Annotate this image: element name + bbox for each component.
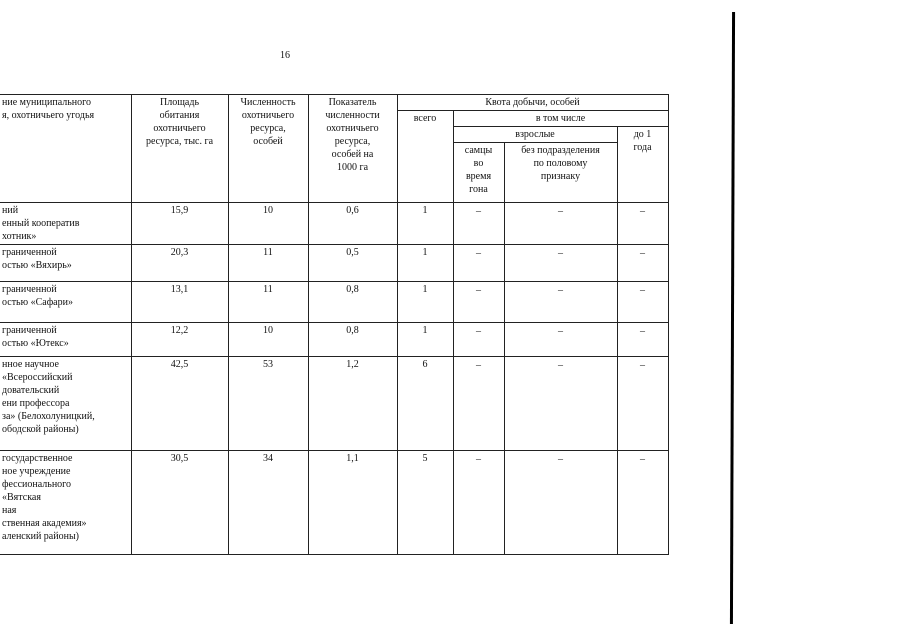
cell-count: 10 xyxy=(228,203,308,245)
text-line: ние муниципального xyxy=(2,97,92,108)
header-count xyxy=(228,95,308,203)
header-quota-title: Квота добычи, особей xyxy=(397,95,668,111)
text-line: гона xyxy=(469,184,488,195)
cell-density: 0,6 xyxy=(308,203,397,245)
text-line: Площадь xyxy=(160,97,199,108)
text-line: время xyxy=(465,171,492,182)
cell-males-rut: – xyxy=(453,323,504,357)
cell-density: 0,8 xyxy=(308,323,397,357)
header-males-rut xyxy=(453,143,504,203)
cell-name xyxy=(0,323,131,357)
cell-males-rut: – xyxy=(453,203,504,245)
text-line: Показатель xyxy=(328,97,377,108)
cell-total: 1 xyxy=(397,323,453,357)
text-line: по половому xyxy=(533,158,588,169)
cell-under-one: – xyxy=(617,282,668,323)
text-line: года xyxy=(633,142,652,153)
text-line: без подразделения xyxy=(521,145,600,156)
text-line: енный кооператив xyxy=(2,218,80,229)
table-row xyxy=(0,282,668,323)
header-adults: взрослые xyxy=(453,127,617,143)
text-line: численности xyxy=(325,110,380,121)
text-line: особей на xyxy=(331,149,374,160)
text-line: охотничьего xyxy=(153,123,206,134)
cell-no-sex: – xyxy=(504,451,617,555)
cell-area: 15,9 xyxy=(131,203,228,245)
cell-no-sex: – xyxy=(504,357,617,451)
header-name xyxy=(0,95,131,203)
cell-area: 42,5 xyxy=(131,357,228,451)
text-line: ний xyxy=(2,205,19,216)
text-line: фессионального xyxy=(2,479,72,490)
cell-density: 0,8 xyxy=(308,282,397,323)
text-line: Численность xyxy=(240,97,296,108)
text-line: граниченной xyxy=(2,247,57,258)
text-line: я, охотничьего угодья xyxy=(2,110,95,121)
cell-name xyxy=(0,245,131,282)
text-line: остью «Вяхирь» xyxy=(2,260,72,271)
text-line: ная xyxy=(2,505,17,516)
cell-density: 1,1 xyxy=(308,451,397,555)
header-density xyxy=(308,95,397,203)
cell-area: 12,2 xyxy=(131,323,228,357)
text-line: довательский xyxy=(2,385,60,396)
cell-count: 11 xyxy=(228,282,308,323)
text-line: охотничьего xyxy=(326,123,379,134)
text-line: обитания xyxy=(159,110,200,121)
text-line: ственная академия» xyxy=(2,518,87,529)
cell-total: 6 xyxy=(397,357,453,451)
text-line: ени профессора xyxy=(2,398,70,409)
table-row xyxy=(0,357,668,451)
table-row xyxy=(0,203,668,245)
text-line: за» (Белохолуницкий, xyxy=(2,411,95,422)
cell-name xyxy=(0,282,131,323)
text-line: «Всероссийский xyxy=(2,372,73,383)
cell-name xyxy=(0,451,131,555)
header-total: всего xyxy=(397,111,453,203)
text-line: до 1 xyxy=(633,129,652,140)
text-line: самцы xyxy=(464,145,493,156)
text-line: признаку xyxy=(540,171,581,182)
text-line: ободской районы) xyxy=(2,424,79,435)
text-line: граниченной xyxy=(2,325,57,336)
text-line: ресурса, xyxy=(334,136,371,147)
header-under-one xyxy=(617,127,668,203)
cell-males-rut: – xyxy=(453,245,504,282)
quota-table xyxy=(0,94,669,555)
margin-bar xyxy=(730,12,735,624)
cell-no-sex: – xyxy=(504,203,617,245)
cell-no-sex: – xyxy=(504,323,617,357)
cell-total: 5 xyxy=(397,451,453,555)
cell-count: 10 xyxy=(228,323,308,357)
cell-under-one: – xyxy=(617,451,668,555)
cell-count: 34 xyxy=(228,451,308,555)
text-line: 1000 га xyxy=(336,162,369,173)
table-row xyxy=(0,451,668,555)
text-line: особей xyxy=(253,136,283,147)
cell-density: 1,2 xyxy=(308,357,397,451)
table-row xyxy=(0,323,668,357)
page-number: 16 xyxy=(280,50,290,61)
cell-under-one: – xyxy=(617,203,668,245)
header-no-sex xyxy=(504,143,617,203)
text-line: нное научное xyxy=(2,359,59,370)
cell-males-rut: – xyxy=(453,357,504,451)
cell-under-one: – xyxy=(617,245,668,282)
text-line: ресурса, тыс. га xyxy=(145,136,214,147)
text-line: во xyxy=(473,158,484,169)
text-line: «Вятская xyxy=(2,492,41,503)
text-line: ное учреждение xyxy=(2,466,71,477)
text-line: остью «Сафари» xyxy=(2,297,73,308)
cell-name xyxy=(0,203,131,245)
table-row xyxy=(0,245,668,282)
cell-name xyxy=(0,357,131,451)
cell-males-rut: – xyxy=(453,451,504,555)
cell-area: 13,1 xyxy=(131,282,228,323)
text-line: хотник» xyxy=(2,231,37,242)
cell-under-one: – xyxy=(617,323,668,357)
text-line: остью «Ютекс» xyxy=(2,338,69,349)
cell-total: 1 xyxy=(397,282,453,323)
header-area xyxy=(131,95,228,203)
cell-density: 0,5 xyxy=(308,245,397,282)
cell-no-sex: – xyxy=(504,245,617,282)
text-line: государственное xyxy=(2,453,73,464)
header-including: в том числе xyxy=(453,111,668,127)
cell-no-sex: – xyxy=(504,282,617,323)
text-line: аленский районы) xyxy=(2,531,79,542)
text-line: ресурса, xyxy=(250,123,286,134)
cell-total: 1 xyxy=(397,203,453,245)
text-line: граниченной xyxy=(2,284,57,295)
cell-count: 53 xyxy=(228,357,308,451)
cell-under-one: – xyxy=(617,357,668,451)
cell-area: 30,5 xyxy=(131,451,228,555)
cell-total: 1 xyxy=(397,245,453,282)
cell-area: 20,3 xyxy=(131,245,228,282)
cell-males-rut: – xyxy=(453,282,504,323)
text-line: охотничьего xyxy=(241,110,295,121)
cell-count: 11 xyxy=(228,245,308,282)
